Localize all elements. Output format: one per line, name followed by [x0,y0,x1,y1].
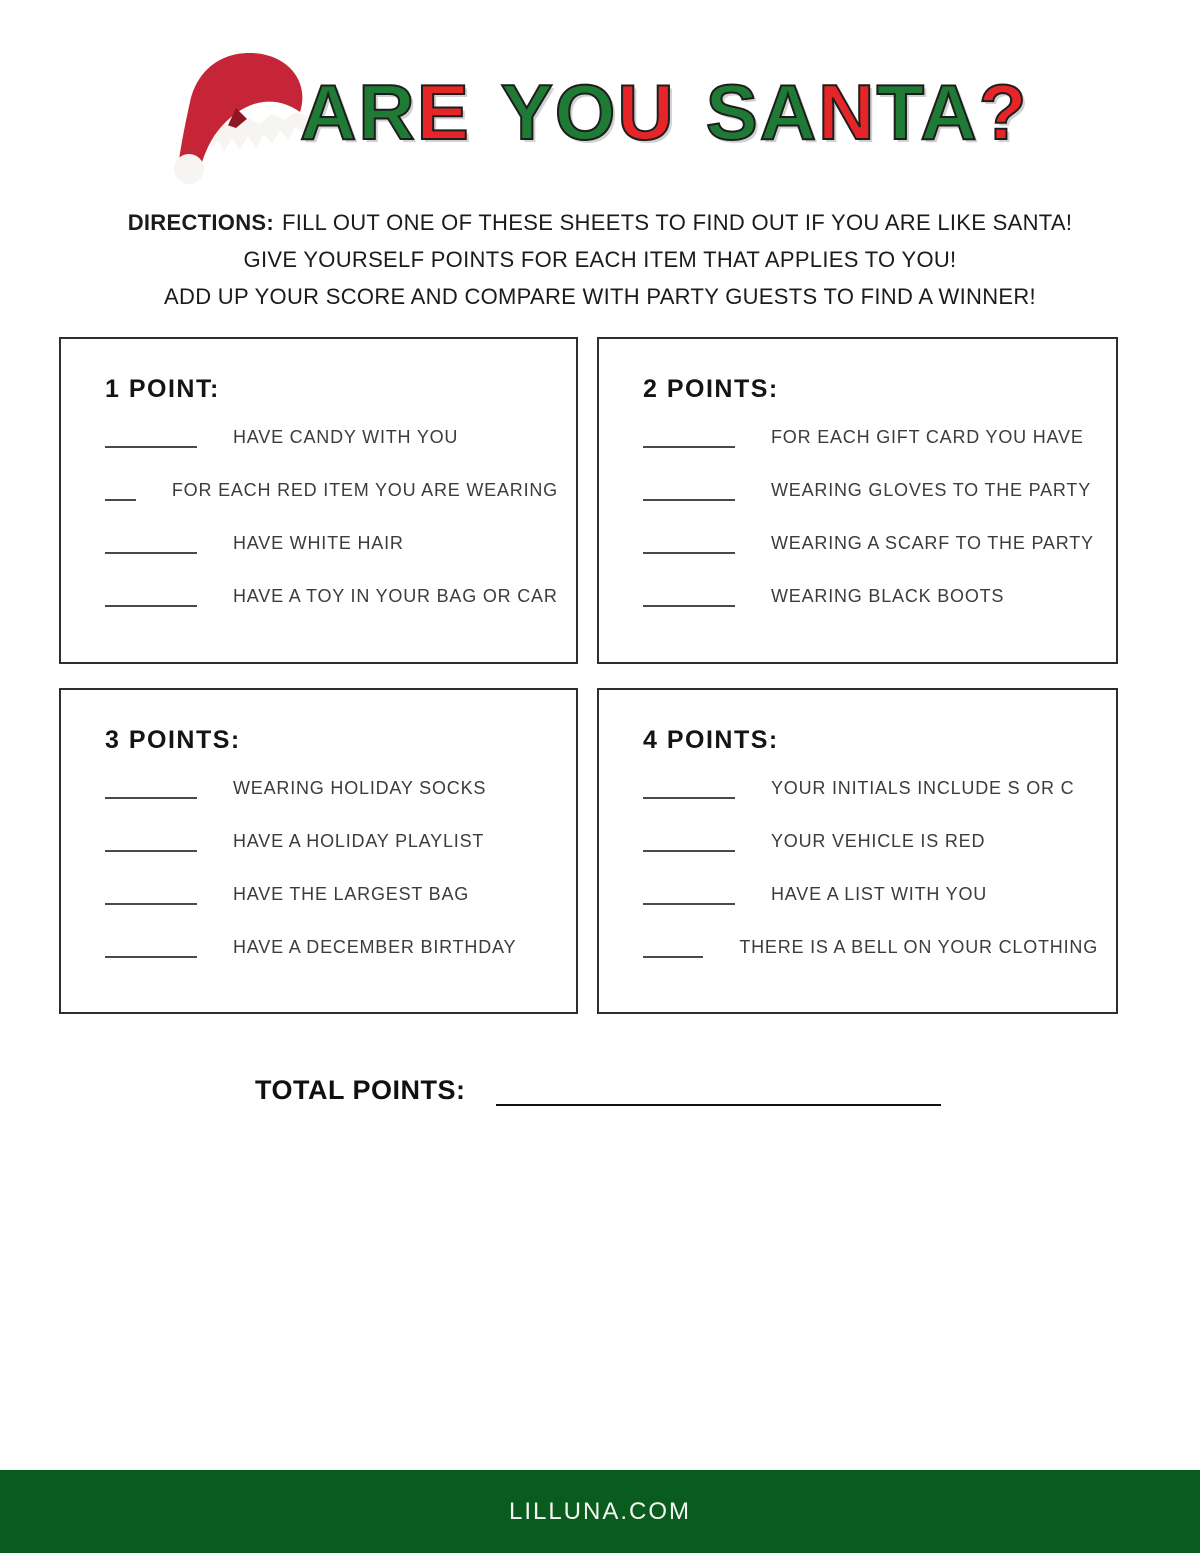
score-blank-line [105,936,197,958]
santa-hat-icon [166,48,316,188]
footer [0,1470,1200,1553]
checklist-item [643,830,1098,852]
box-heading: 2 POINTS: [643,375,779,403]
checklist-item [643,585,1098,607]
title-letter: T [876,67,921,156]
directions-line-3: ADD UP YOUR SCORE AND COMPARE WITH PARTY GUESTS TO FIND A WINNER! [164,284,1036,309]
box-heading: 1 POINT: [105,375,220,403]
item-label: FOR EACH RED ITEM YOU ARE WEARING [171,480,558,500]
hat-pompom [174,154,204,184]
hat-body [179,53,302,169]
item-label: WEARING BLACK BOOTS [771,586,1005,606]
checklist-item [643,883,1098,905]
checklist-item [105,426,558,448]
checklist-item [105,883,558,905]
footer-site-text: LILLUNA.COM [508,1498,692,1525]
item-label: WEARING GLOVES TO THE PARTY [771,480,1092,500]
points-box-4 [597,688,1118,1014]
score-blank-line [643,426,735,448]
directions-label: DIRECTIONS: [127,210,274,235]
score-blank-line [105,777,197,799]
item-label: HAVE A TOY IN YOUR BAG OR CAR [233,586,558,606]
checklist-item [105,830,558,852]
checklist-item [105,532,558,554]
points-box-3 [59,688,578,1014]
directions-text-1: FILL OUT ONE OF THESE SHEETS TO FIND OUT IF YOU ARE LIKE SANTA! [282,210,1073,235]
item-label: HAVE CANDY WITH YOU [233,427,459,447]
score-blank-line [105,479,136,501]
item-label: WEARING A SCARF TO THE PARTY [771,533,1094,553]
total-points-blank-line [496,1072,941,1106]
title-letter: U [617,67,676,156]
checklist-item [105,777,558,799]
item-label: YOUR VEHICLE IS RED [771,831,986,851]
title-word [300,67,471,158]
item-label: HAVE A DECEMBER BIRTHDAY [233,937,517,957]
page-title [300,52,1028,172]
score-blank-line [105,830,197,852]
box-heading: 4 POINTS: [643,726,779,754]
score-blank-line [105,585,197,607]
title-letter: A [920,67,979,156]
checklist-item [643,479,1098,501]
score-blank-line [643,883,735,905]
points-box-2 [597,337,1118,664]
directions-line-2: GIVE YOURSELF POINTS FOR EACH ITEM THAT APPLIES TO YOU! [243,247,957,272]
title-letter: A [300,67,359,156]
checklist-item [643,532,1098,554]
title-letter: R [358,67,417,156]
checklist-item [105,936,558,958]
item-label: WEARING HOLIDAY SOCKS [233,778,487,798]
title-letter: A [759,67,819,156]
title-letter: O [554,67,618,156]
item-label: HAVE A LIST WITH YOU [771,884,988,904]
score-blank-line [643,830,735,852]
title-word [501,67,676,158]
item-label: THERE IS A BELL ON YOUR CLOTHING [739,937,1098,957]
score-blank-line [105,426,197,448]
item-label: FOR EACH GIFT CARD YOU HAVE [771,427,1084,447]
score-blank-line [643,777,735,799]
item-label: HAVE A HOLIDAY PLAYLIST [233,831,485,851]
item-label: YOUR INITIALS INCLUDE S OR C [771,778,1075,798]
directions [0,204,1200,315]
checklist-item [643,777,1098,799]
directions-line-1 [0,204,1200,241]
title-letter: S [705,67,760,156]
checklist-item [643,936,1098,958]
score-blank-line [643,532,735,554]
score-blank-line [643,479,735,501]
title-letter: E [416,67,471,156]
item-label: HAVE THE LARGEST BAG [233,884,470,904]
total-points [255,1072,941,1106]
box-heading: 3 POINTS: [105,726,241,754]
title-letter: Y [500,67,555,156]
checklist-item [643,426,1098,448]
item-label: HAVE WHITE HAIR [233,533,404,553]
title-word [706,67,1029,158]
score-blank-line [105,532,197,554]
score-blank-line [643,936,703,958]
points-box-1 [59,337,578,664]
score-blank-line [105,883,197,905]
title-letter: ? [978,67,1029,156]
checklist-item [105,585,558,607]
score-blank-line [643,585,735,607]
title-letter: N [818,67,877,156]
checklist-item [105,479,558,501]
total-points-label: TOTAL POINTS: [255,1075,466,1105]
